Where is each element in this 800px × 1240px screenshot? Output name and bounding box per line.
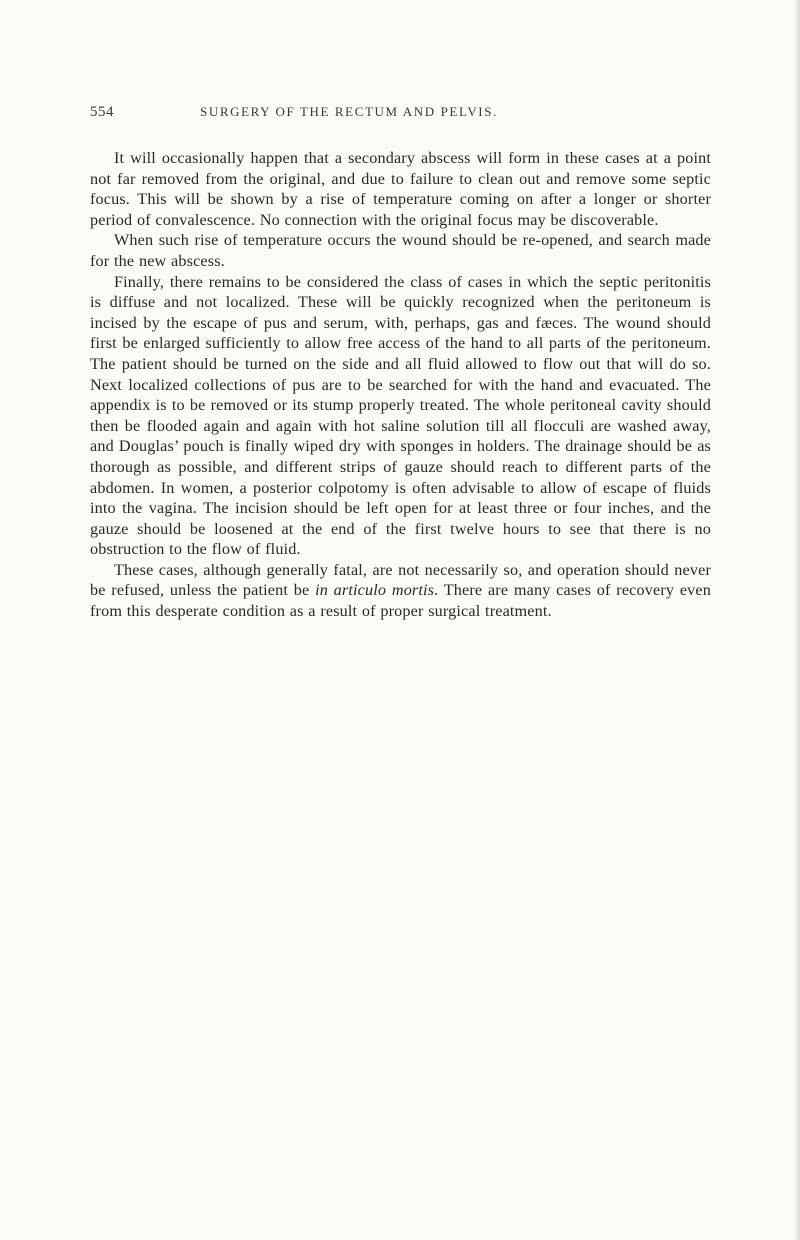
prognosis-text-end: . There are many cases of recovery even from this desperate condition as a result of proper surgical treatment. [90, 581, 712, 621]
paragraph-secondary-abscess: It will occasionally happen that a secondary abscess will form in these cases at a point not far removed from the original, and due to failure to clean out and remove some septic focus. This will be shown by a rise of temperature coming on after a longer or shorter period of convalescence. No connection with the original focus may be discoverable. [90, 149, 711, 229]
paragraph-wound-reopened: When such rise of temperature occurs the wound should be re-opened, and search made for the new abscess. [90, 231, 711, 270]
prognosis-text-start: These cases, although generally fatal, are not necessarily so, and operation should never be refused, unless the patient be [90, 560, 711, 600]
page-number: 554 [90, 104, 114, 120]
page-header [90, 104, 730, 128]
paragraph-diffuse-peritonitis: Finally, there remains to be considered the class of cases in which the septic peritonitis is diffuse and not localized. These will be quickly recognized when the peritoneum is incised by the escape of pus and serum, with, perhaps, gas and fæces. The wound should first be enlarged sufficiently to allow free access of the hand to all parts of the peritoneum. The patient should be turned on the side and all fluid allowed to flow out that will do so. Next localized collections of pus are to be searched for with the hand and evacuated. The appendix is to be removed or its stump properly treated. The whole peritoneal cavity should then be flooded again and again with hot saline solution till all flocculi are washed away, and Douglas’ pouch is finally wiped dry with sponges in holders. The drainage should be as thorough as possible, and different strips of gauze should reach to different parts of the abdomen. In women, a posterior colpotomy is often advisable to allow of escape of fluids into the vagina. The incision should be left open for at least three or four inches, and the gauze should be loosened at the end of the first twelve hours to see that there is no obstruction to the flow of fluid. [90, 272, 711, 559]
latin-phrase: in articulo mortis [315, 581, 435, 600]
running-head: SURGERY OF THE RECTUM AND PELVIS. [200, 104, 498, 119]
body-text [90, 148, 711, 622]
paragraph-prognosis [90, 560, 711, 622]
page-edge-shadow [794, 0, 800, 1240]
